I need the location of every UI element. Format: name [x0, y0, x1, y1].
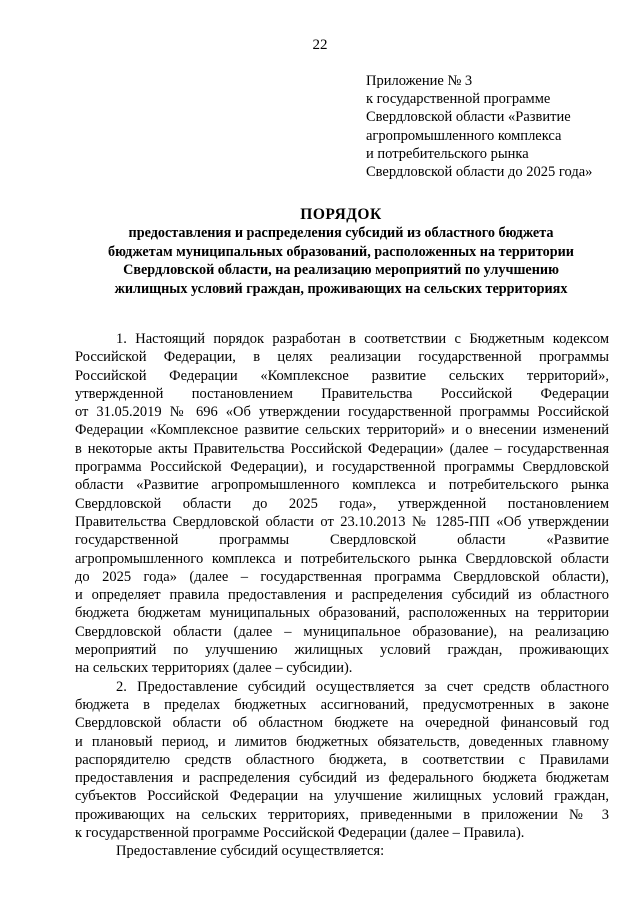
text-line: агропромышленного комплекса и потребительского рынка Свердловской области — [75, 550, 609, 567]
appendix-line: Приложение № 3 — [366, 73, 473, 89]
text-line: программа Российской Федерации), и государственной программы Свердловской — [75, 459, 609, 476]
text-line: 2. Предоставление субсидий осуществляется за счет средств областного — [116, 678, 609, 695]
text-line: Свердловской области (далее – муниципальное образование), на реализацию — [75, 623, 609, 640]
text-line: области «Развитие агропромышленного комплекса и потребительского рынка — [75, 477, 609, 494]
appendix-line: и потребительского рынка — [366, 145, 529, 162]
page-number: 22 — [312, 37, 328, 53]
text-line: проживающих на сельских территориях, приведенными в приложении № 3 — [75, 806, 609, 823]
text-line: Российской Федерации, в целях реализации государственной программы — [75, 349, 609, 366]
appendix-block — [366, 72, 628, 181]
paragraph-1 — [75, 330, 609, 678]
text-line: бюджета бюджетам муниципальных образований, расположенных на территории — [75, 605, 609, 622]
appendix-line: агропромышленного комплекса — [366, 127, 562, 144]
title-line: Свердловской области, на реализацию мероприятий по улучшению — [123, 262, 559, 278]
text-line: 1. Настоящий порядок разработан в соответствии с Бюджетным кодексом — [116, 331, 609, 347]
document-title — [60, 205, 622, 298]
title-line: бюджетам муниципальных образований, расположенных на территории — [108, 243, 574, 260]
paragraph-2 — [75, 678, 609, 843]
title-subtitle — [60, 224, 622, 298]
appendix-line: Свердловской области до 2025 года» — [366, 164, 593, 181]
text-line: Предоставление субсидий осуществляется: — [116, 843, 385, 860]
text-line: бюджета в пределах бюджетных ассигнований, предусмотренных в законе — [75, 696, 609, 713]
text-line: субъектов Российской Федерации на улучшение жилищных условий граждан, — [75, 788, 609, 805]
text-line: Федерации «Комплексное развитие сельских территорий» и о внесении изменений — [75, 422, 609, 439]
text-line: в некоторые акты Правительства Российской Федерации» (далее – государственная — [75, 440, 609, 457]
appendix-line: Свердловской области «Развитие — [366, 109, 571, 126]
text-line: и плановый период, и лимитов бюджетных обязательств, доведенных главному — [75, 733, 609, 750]
text-line: государственной программы Свердловской области «Развитие — [75, 532, 609, 549]
text-line: предоставления и распределения субсидий из федерального бюджета бюджетам — [75, 770, 609, 787]
document-body — [75, 330, 609, 861]
appendix-line: к государственной программе — [366, 91, 551, 108]
text-line: Российской Федерации «Комплексное развитие сельских территорий», — [75, 367, 609, 384]
text-line: до 2025 года» (далее – государственная программа Свердловской области), — [75, 568, 609, 585]
text-line: утвержденной постановлением Правительства Российской Федерации — [75, 385, 609, 402]
text-line: на сельских территориях (далее – субсидии). — [75, 660, 353, 677]
text-line: Свердловской области об областном бюджете на очередной финансовый год — [75, 715, 609, 732]
text-line: от 31.05.2019 № 696 «Об утверждении государственной программы Российской — [75, 404, 609, 421]
text-line: Правительства Свердловской области от 23.10.2013 № 1285-ПП «Об утверждении — [75, 513, 609, 530]
text-line: распорядителю средств областного бюджета, в соответствии с Правилами — [75, 751, 609, 768]
paragraph-3 — [75, 842, 609, 860]
text-line: мероприятий по улучшению жилищных условий граждан, проживающих — [75, 642, 609, 659]
title-line: предоставления и распределения субсидий из областного бюджета — [128, 225, 554, 241]
text-line: Свердловской области до 2025 года», утвержденной постановлением — [75, 495, 609, 512]
title-main: ПОРЯДОК — [300, 206, 382, 223]
text-line: и определяет правила предоставления и распределения субсидий из областного — [75, 587, 609, 604]
title-line: жилищных условий граждан, проживающих на сельских территориях — [114, 280, 568, 297]
text-line: к государственной программе Российской Федерации (далее – Правила). — [75, 825, 525, 842]
